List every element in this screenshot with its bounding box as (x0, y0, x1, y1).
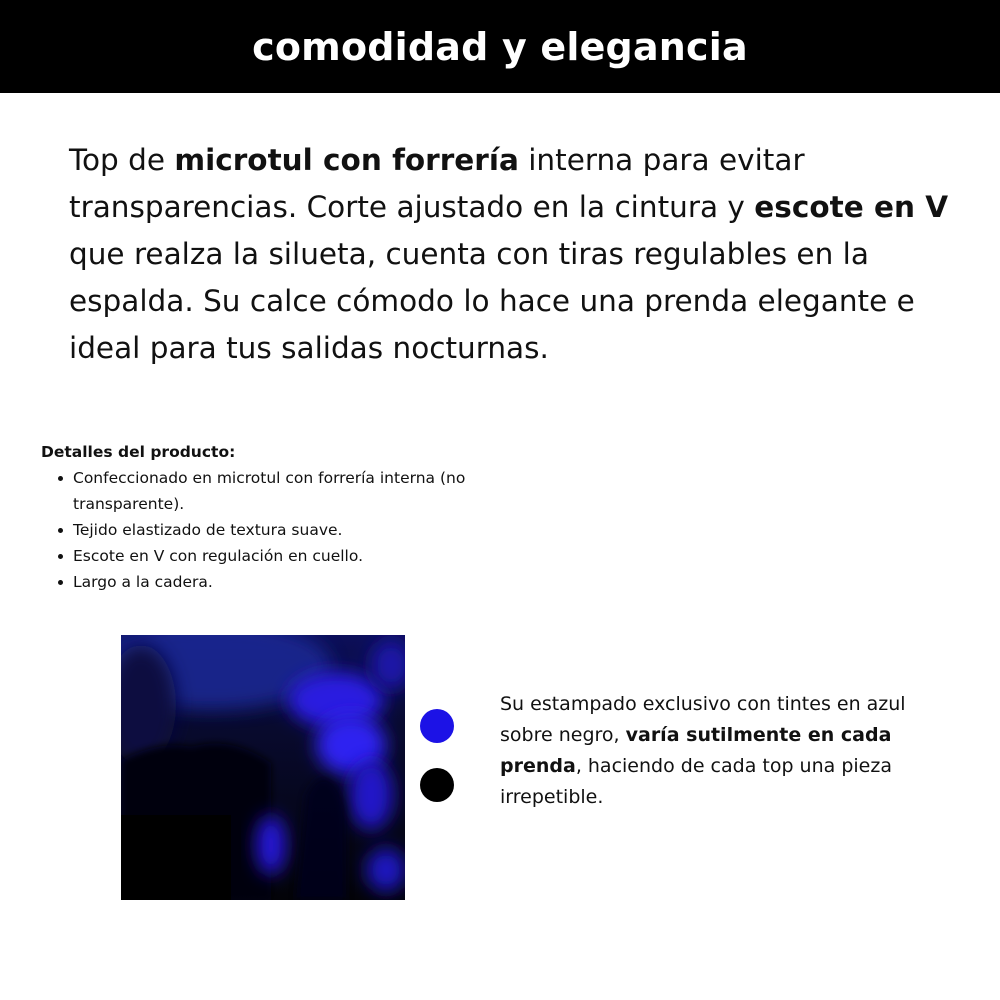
header-bar (0, 0, 1000, 93)
print-description (500, 689, 940, 813)
product-description (69, 137, 949, 372)
description-text: que realza la silueta, cuenta con tiras regulables en la espalda. Su calce cómodo lo hace una prenda elegante e ideal para tus salidas nocturnas. (69, 237, 915, 365)
description-highlight-fabric: microtul con forrería (174, 143, 519, 177)
swatch-blue-icon (420, 709, 454, 743)
details-item: Confeccionado en microtul con forrería interna (no transparente). (73, 465, 561, 517)
print-highlight: varía sutilmente en cada prenda (500, 724, 892, 777)
description-text: interna para evitar transparencias. Corte ajustado en la cintura y (69, 143, 805, 224)
print-text: Su estampado exclusivo con tintes en azul sobre negro, (500, 693, 906, 746)
details-list (41, 465, 561, 595)
fabric-print-image (121, 635, 405, 900)
print-text: , haciendo de cada top una pieza irrepetible. (500, 755, 892, 808)
description-text: Top de (69, 143, 175, 177)
details-item: Largo a la cadera. (73, 569, 561, 595)
swatch-black-icon (420, 768, 454, 802)
details-item: Tejido elastizado de textura suave. (73, 517, 561, 543)
description-highlight-neckline: escote en V (754, 190, 949, 224)
page-title: comodidad y elegancia (252, 24, 748, 69)
details-title: Detalles del producto: (41, 443, 236, 461)
details-item: Escote en V con regulación en cuello. (73, 543, 561, 569)
fabric-print-photo (121, 635, 405, 900)
product-details (41, 441, 561, 595)
